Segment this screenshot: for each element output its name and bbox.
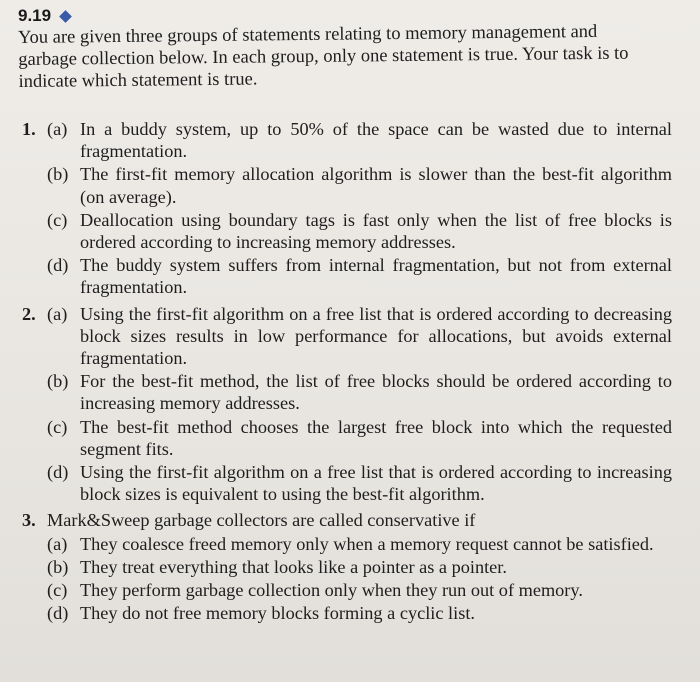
exercise-number: 9.19 <box>18 6 52 25</box>
diamond-icon <box>59 10 72 23</box>
option-2a <box>47 303 672 370</box>
exercise-header <box>18 6 70 26</box>
option-text: They coalesce freed memory only when a memory request cannot be satisfied. <box>80 533 654 554</box>
option-text: Using the first-fit algorithm on a free list that is ordered according to decreasing block sizes results in low performance for allocations, but avoids external fragmentation. <box>80 303 672 369</box>
option-1c <box>47 209 672 253</box>
option-2d <box>47 461 672 505</box>
option-1a <box>47 118 672 162</box>
option-1b <box>47 163 672 207</box>
question-2 <box>22 303 672 507</box>
option-label: (d) <box>47 255 69 276</box>
option-1d <box>47 254 672 298</box>
option-label: (b) <box>47 556 69 577</box>
option-text: They treat everything that looks like a pointer as a pointer. <box>80 556 507 577</box>
option-label: (a) <box>47 303 68 324</box>
question-number: 2. <box>22 303 36 324</box>
option-label: (d) <box>47 462 69 483</box>
option-3b <box>47 556 672 578</box>
option-text: The buddy system suffers from internal fragmentation, but not from external fragmentation. <box>80 255 672 298</box>
question-body <box>47 509 672 625</box>
question-3 <box>22 509 672 625</box>
option-label: (a) <box>47 533 68 554</box>
option-text: They do not free memory blocks forming a cyclic list. <box>80 603 475 624</box>
option-3d <box>47 602 672 624</box>
option-3c <box>47 579 672 601</box>
question-stem: Mark&Sweep garbage collectors are called conservative if <box>47 510 476 531</box>
option-text: The best-fit method chooses the largest free block into which the requested segment fits. <box>80 416 672 459</box>
question-body <box>47 303 672 507</box>
option-2c <box>47 416 672 460</box>
question-list <box>22 118 672 628</box>
option-text: For the best-fit method, the list of free blocks should be ordered according to increasing memory addresses. <box>80 371 672 414</box>
option-label: (b) <box>47 164 69 185</box>
question-body <box>47 118 672 300</box>
question-number: 1. <box>22 119 36 139</box>
option-2b <box>47 370 672 414</box>
option-label: (d) <box>47 603 69 624</box>
option-text: Deallocation using boundary tags is fast only when the list of free blocks is ordered according to increasing memory addresses. <box>80 209 672 253</box>
exercise-intro: You are given three groups of statements relating to memory management and garbage collection below. In each group, only one statement is true. Your task is to indicate which statement is true. <box>18 21 629 92</box>
option-text: The first-fit memory allocation algorithm is slower than the best-fit algorithm (on average). <box>80 164 672 207</box>
question-number: 3. <box>22 510 36 531</box>
option-3a <box>47 533 672 555</box>
option-label: (c) <box>47 416 68 437</box>
option-label: (c) <box>47 209 68 230</box>
option-text: In a buddy system, up to 50% of the space can be wasted due to internal fragmentation. <box>80 119 672 162</box>
option-label: (c) <box>47 580 68 601</box>
option-label: (a) <box>47 119 68 139</box>
option-label: (b) <box>47 371 69 392</box>
option-text: They perform garbage collection only when they run out of memory. <box>80 580 583 601</box>
option-text: Using the first-fit algorithm on a free list that is ordered according to increasing block sizes is equivalent to using the best-fit algorithm. <box>80 462 672 505</box>
question-1 <box>22 118 672 300</box>
